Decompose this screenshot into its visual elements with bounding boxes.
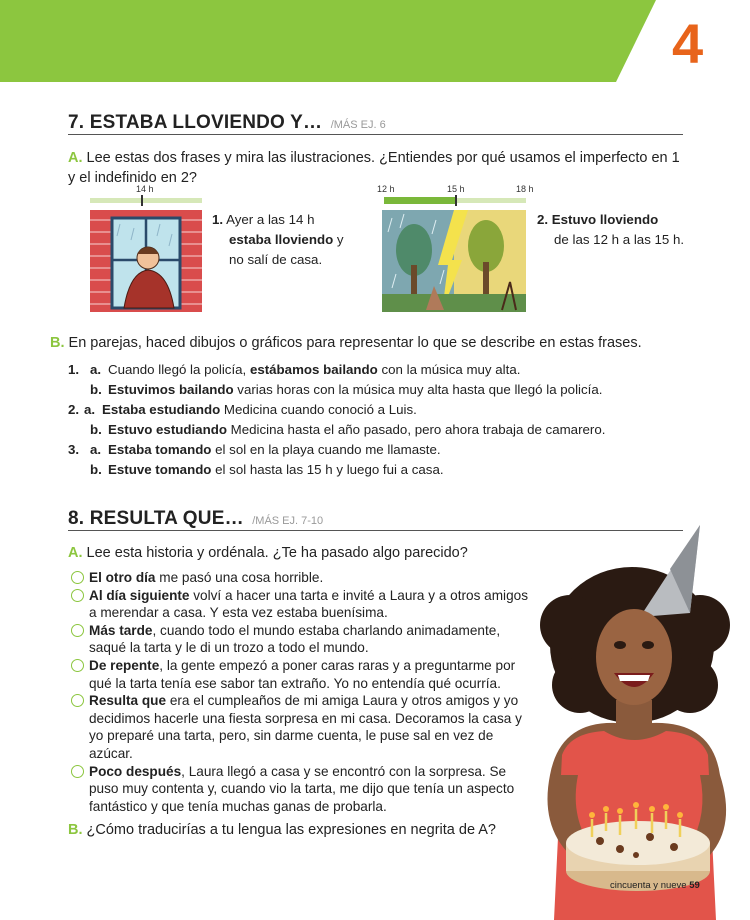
example-1-pre: Ayer a las 14 h [226,212,315,227]
part-letter: A. [68,150,83,166]
order-circle[interactable] [71,694,84,707]
section-7-header [68,112,683,134]
example-2-post: de las 12 h a las 15 h. [554,232,685,247]
example-1-line3: no salí de casa. [229,252,323,267]
section-7b-instruction: B. En parejas, haced dibujos o gráficos para representar lo que se describe en estas frases. [50,335,642,351]
rain-landscape-illustration [382,210,526,312]
story-item-3: Más tarde, cuando todo el mundo estaba charlando animadamente, saqué la tarta y le di un trozo a todo el mundo. [71,622,531,657]
story-item-4: De repente, la gente empezó a poner caras raras y a preguntarme por qué la tarta tenía ese sabor tan extraño. Yo no entendía qué ocurría. [71,657,531,692]
section-7-title: 7. ESTABA LLOVIENDO Y… [68,112,323,133]
timeline-1 [90,195,202,207]
page-number: 59 [689,880,700,891]
section-7-rule [68,134,683,135]
section-8b-instruction: B. ¿Cómo traducirías a tu lengua las expresiones en negrita de A? [68,822,496,838]
section-8-title: 8. RESULTA QUE… [68,508,244,529]
timeline-1-label: 14 h [136,184,154,194]
chapter-number: 4 [672,12,704,75]
section-8-ref: /MÁS EJ. 7-10 [252,515,324,527]
order-circle[interactable] [71,624,84,637]
order-circle[interactable] [71,659,84,672]
section-8a-instruction: A. Lee esta historia y ordénala. ¿Te ha pasado algo parecido? [68,545,468,561]
order-circle[interactable] [71,571,84,584]
instruction-text: Lee estas dos frases y mira las ilustraciones. ¿Entiendes por qué usamos el imperfecto en 1 y el indefinido en 2? [68,150,680,186]
section-7b-list [68,360,688,480]
page-number-footer [610,880,700,891]
party-woman-photo [540,525,750,920]
rain-window-illustration [90,210,202,312]
example-1-bold: estaba lloviendo [229,232,334,247]
order-circle[interactable] [71,589,84,602]
list-item-2b: b. Estuvo estudiando Medicina hasta el año pasado, pero ahora trabaja de camarero. [90,422,606,437]
timeline-2-label-15: 15 h [447,184,465,194]
section-7a-instruction [68,148,688,188]
story-item-6: Poco después, Laura llegó a casa y se encontró con la sorpresa. Se puso muy contenta y, cuando vio la tarta, me dijo que tenía un aspecto fantástico y que tenía muchas ganas de probarla. [71,763,531,816]
timeline-2-label-12: 12 h [377,184,395,194]
order-circle[interactable] [71,765,84,778]
page-words: cincuenta y nueve [610,880,687,891]
list-item-1b: b. Estuvimos bailando varias horas con la música muy alta hasta que llegó la policía. [90,382,603,397]
story-item-2: Al día siguiente volví a hacer una tarta e invité a Laura y a otros amigos a merendar a casa. Y esta vez estaba buenísima. [71,587,531,622]
list-item-3b: b. Estuve tomando el sol hasta las 15 h y luego fui a casa. [90,462,444,477]
story-list [71,569,531,815]
timeline-2 [384,195,526,207]
list-item-3a: 3. a. Estaba tomando el sol en la playa cuando me llamaste. [68,442,441,457]
example-1: 1. Ayer a las 14 h estaba lloviendo y no salí de casa. [212,210,362,270]
example-2: 2. Estuvo lloviendo de las 12 h a las 15 h. [537,210,697,250]
story-item-5: Resulta que era el cumpleaños de mi amiga Laura y otros amigos y yo decidimos hacerle una fiesta sorpresa en mi casa. Decoramos la casa y yo preparé una tarta, pero, sin darme cuenta, le puse sal en vez de azúcar. [71,692,531,762]
header-banner [0,0,750,82]
section-7-ref: /MÁS EJ. 6 [330,119,386,131]
timeline-2-label-18: 18 h [516,184,534,194]
list-item-2a: 2. a. Estaba estudiando Medicina cuando conoció a Luis. [68,402,417,417]
story-item-1: El otro día me pasó una cosa horrible. [71,569,531,587]
list-item-1a: 1. a. Cuando llegó la policía, estábamos bailando con la música muy alta. [68,362,521,377]
example-2-bold: Estuvo lloviendo [551,212,659,227]
